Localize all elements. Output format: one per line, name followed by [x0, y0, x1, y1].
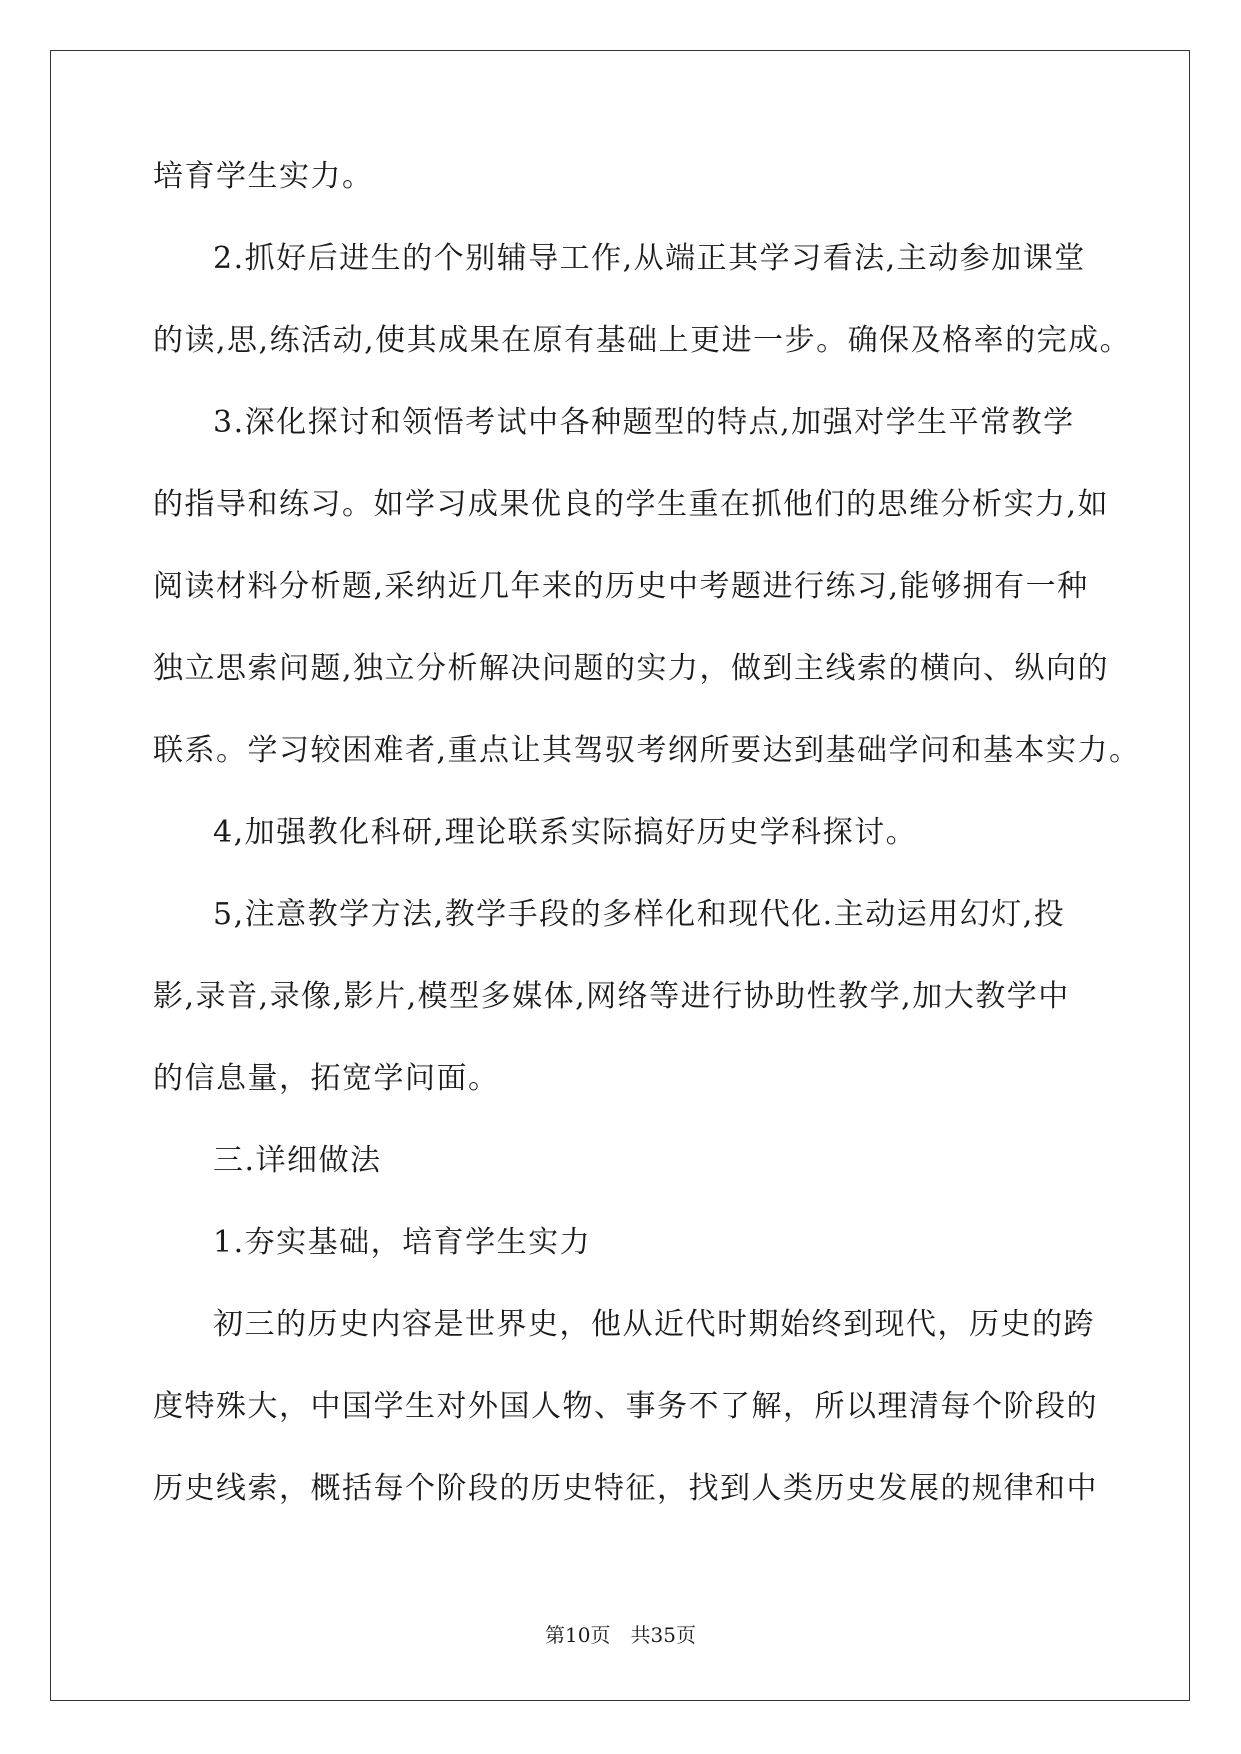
text-line: 联系。学习较困难者,重点让其驾驭考纲所要达到基础学问和基本实力。	[153, 733, 1141, 768]
text-line: 历史线索，概括每个阶段的历史特征，找到人类历史发展的规律和中	[153, 1471, 1098, 1506]
text-line: 独立思索问题,独立分析解决问题的实力，做到主线索的横向、纵向的	[153, 651, 1110, 686]
paragraph-5-line: 5,注意教学方法,教学手段的多样化和现代化.主动运用幻灯,投	[213, 897, 1066, 932]
text-line: 培育学生实力。	[153, 159, 374, 194]
paragraph-2-line: 2.抓好后进生的个别辅导工作,从端正其学习看法,主动参加课堂	[213, 241, 1086, 276]
paragraph-body-line: 初三的历史内容是世界史，他从近代时期始终到现代，历史的跨	[213, 1307, 1095, 1342]
text-line: 度特殊大，中国学生对外国人物、事务不了解，所以理清每个阶段的	[153, 1389, 1098, 1424]
paragraph-4-line: 4,加强教化科研,理论联系实际搞好历史学科探讨。	[213, 815, 918, 850]
text-line: 阅读材料分析题,采纳近几年来的历史中考题进行练习,能够拥有一种	[153, 569, 1089, 604]
page-number: 第10页	[545, 1623, 611, 1647]
page-footer	[0, 1623, 1241, 1647]
text-line: 影,录音,录像,影片,模型多媒体,网络等进行协助性教学,加大教学中	[153, 979, 1070, 1014]
page-total: 共35页	[630, 1623, 696, 1647]
section-heading: 三.详细做法	[213, 1143, 382, 1178]
text-line: 的信息量，拓宽学问面。	[153, 1061, 500, 1096]
text-line: 的指导和练习。如学习成果优良的学生重在抓他们的思维分析实力,如	[153, 487, 1110, 522]
paragraph-3-line: 3.深化探讨和领悟考试中各种题型的特点,加强对学生平常教学	[213, 405, 1075, 440]
document-body	[153, 158, 1141, 1552]
text-line: 的读,思,练活动,使其成果在原有基础上更进一步。确保及格率的完成。	[153, 323, 1132, 358]
subsection-heading: 1.夯实基础，培育学生实力	[213, 1225, 592, 1260]
